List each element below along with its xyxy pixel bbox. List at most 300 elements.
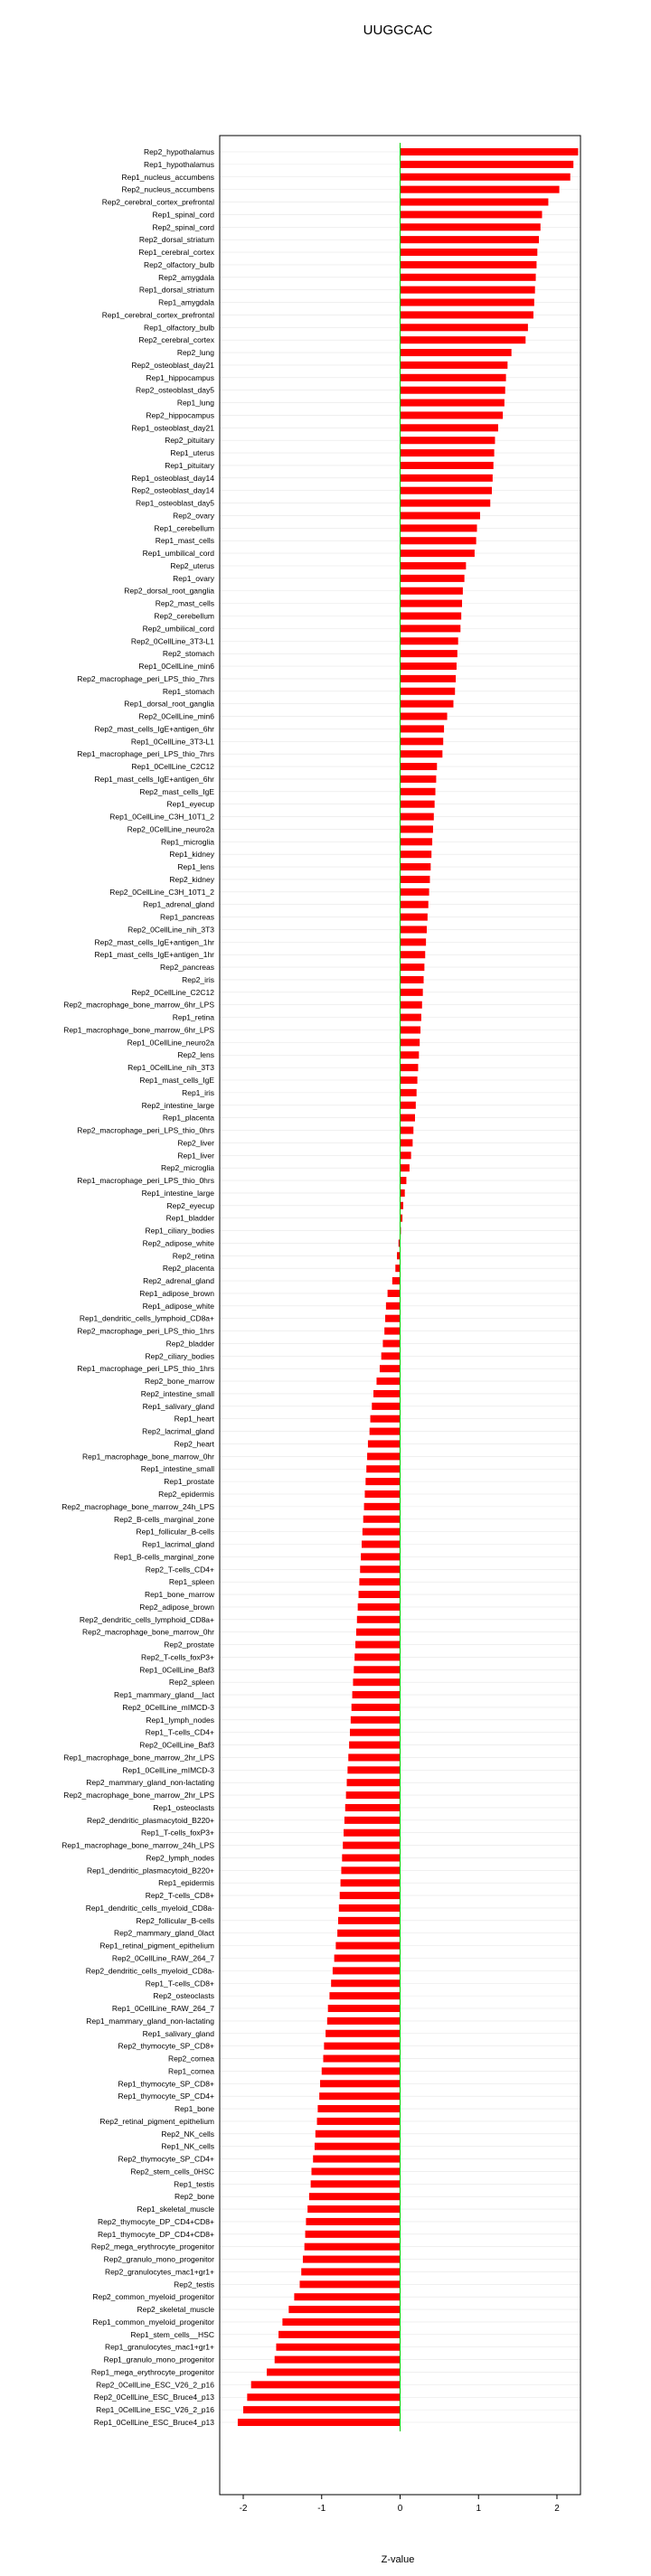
category-label: Rep1_common_myeloid_progenitor	[92, 2317, 214, 2327]
bar	[313, 2156, 400, 2163]
category-label: Rep1_ovary	[173, 573, 214, 583]
bar	[331, 1979, 400, 1987]
category-label: Rep1_stem_cells__HSC	[130, 2329, 214, 2339]
category-label: Rep1_dendritic_cells_myeloid_CD8a-	[85, 1903, 214, 1913]
category-label: Rep2_0CellLine_mIMCD-3	[122, 1702, 214, 1712]
bar	[401, 688, 456, 695]
bar	[401, 663, 457, 670]
category-label: Rep2_mast_cells_IgE	[139, 786, 214, 796]
category-label: Rep1_retinal_pigment_epithelium	[99, 1941, 214, 1951]
category-label: Rep1_cerebral_cortex	[138, 248, 214, 258]
bar	[401, 776, 437, 783]
bar	[401, 1001, 422, 1009]
bar	[275, 2356, 401, 2364]
bar	[323, 2055, 400, 2063]
category-label: Rep2_osteoblast_day21	[131, 360, 214, 370]
bar	[401, 976, 424, 983]
category-label: Rep2_dendritic_cells_myeloid_CD8a-	[85, 1966, 214, 1976]
bar	[361, 1553, 400, 1560]
category-label: Rep1_macrophage_peri_LPS_thio_0hrs	[77, 1176, 214, 1186]
category-label: Rep2_cerebral_cortex	[138, 335, 214, 345]
bar	[401, 400, 505, 407]
bar	[346, 1791, 401, 1799]
bar	[276, 2344, 400, 2351]
category-label: Rep2_0CellLine_min6	[138, 711, 214, 721]
bar	[395, 1264, 400, 1272]
bar	[326, 2030, 400, 2037]
category-label: Rep1_hypothalamus	[144, 159, 214, 169]
bar	[305, 2243, 401, 2251]
category-label: Rep2_0CellLine_ESC_V26_2_p16	[96, 2380, 214, 2390]
bar	[363, 1528, 401, 1536]
x-tick-label: 2	[554, 2504, 560, 2514]
category-label: Rep2_T-cells_CD8+	[145, 1891, 214, 1901]
category-label: Rep2_adipose_brown	[139, 1602, 214, 1612]
bar	[382, 1340, 400, 1347]
category-label: Rep1_spleen	[168, 1577, 214, 1587]
bar	[311, 2180, 401, 2187]
category-label: Rep1_adipose_brown	[139, 1288, 214, 1298]
category-label: Rep1_salivary_gland	[142, 1401, 214, 1411]
category-label: Rep2_umbilical_cord	[142, 624, 214, 634]
category-label: Rep1_adipose_white	[142, 1301, 214, 1311]
category-label: Rep1_T-cells_CD4+	[145, 1727, 214, 1737]
category-label: Rep1_iris	[182, 1087, 214, 1097]
bar	[388, 1290, 401, 1297]
category-label: Rep2_macrophage_peri_LPS_thio_1hrs	[77, 1326, 214, 1336]
category-label: Rep2_hypothalamus	[144, 147, 214, 156]
category-label: Rep1_osteoclasts	[153, 1802, 214, 1812]
category-label: Rep2_stem_cells_0HSC	[130, 2167, 214, 2176]
bar	[401, 1152, 411, 1159]
category-label: Rep2_T-cells_CD4+	[145, 1565, 214, 1575]
category-label: Rep1_B-cells_marginal_zone	[113, 1552, 214, 1562]
bar	[299, 2280, 400, 2288]
category-label: Rep2_cornea	[167, 2054, 214, 2064]
category-label: Rep2_pituitary	[165, 436, 214, 446]
category-label: Rep1_0CellLine_C3H_10T1_2	[109, 812, 214, 822]
bar	[401, 725, 445, 732]
category-label: Rep2_osteoblast_day14	[131, 485, 214, 495]
bar	[401, 1139, 413, 1146]
category-label: Rep1_macrophage_bone_marrow_6hr_LPS	[63, 1025, 214, 1035]
bar	[340, 1892, 401, 1899]
bar	[401, 349, 512, 356]
bar	[356, 1629, 401, 1636]
category-label: Rep2_stomach	[162, 649, 214, 659]
bar	[288, 2306, 400, 2313]
category-label: Rep2_macrophage_bone_marrow_6hr_LPS	[63, 1000, 214, 1010]
category-label: Rep1_T-cells_foxP3+	[140, 1828, 214, 1838]
bar	[401, 650, 458, 657]
bar	[247, 2393, 400, 2401]
category-label: Rep2_eyecup	[166, 1200, 214, 1210]
category-label: Rep2_ovary	[173, 511, 214, 521]
category-label: Rep1_granulo_mono_progenitor	[103, 2355, 214, 2364]
bar	[401, 411, 504, 418]
category-label: Rep1_olfactory_bulb	[144, 323, 214, 333]
category-label: Rep2_mammary_gland_non-lactating	[86, 1778, 214, 1788]
bar	[401, 876, 430, 883]
bar	[351, 1716, 401, 1724]
category-label: Rep2_epidermis	[158, 1489, 214, 1499]
bar	[401, 964, 425, 971]
bar	[373, 1390, 400, 1397]
category-label: Rep2_skeletal_muscle	[137, 2305, 214, 2315]
bar	[401, 914, 428, 921]
bar	[401, 825, 433, 832]
category-label: Rep1_dendritic_cells_lymphoid_CD8a+	[79, 1313, 214, 1323]
category-label: Rep1_T-cells_CD8+	[145, 1979, 214, 1988]
category-label: Rep2_0CellLine_Baf3	[139, 1740, 214, 1750]
bar	[251, 2381, 401, 2388]
bar	[401, 813, 434, 821]
bar	[358, 1603, 401, 1611]
category-label: Rep1_epidermis	[158, 1878, 214, 1888]
category-label: Rep2_pancreas	[159, 963, 214, 973]
category-label: Rep1_lymph_nodes	[146, 1715, 214, 1725]
bar	[401, 750, 443, 757]
category-label: Rep2_mega_erythrocyte_progenitor	[90, 2242, 214, 2252]
category-label: Rep1_nucleus_accumbens	[121, 172, 214, 182]
category-label: Rep2_0CellLine_C2C12	[131, 987, 214, 997]
category-label: Rep1_pancreas	[159, 912, 214, 922]
bar	[360, 1565, 400, 1573]
category-label: Rep2_dendritic_plasmacytoid_B220+	[86, 1815, 214, 1825]
category-label: Rep1_uterus	[170, 448, 214, 458]
bar	[354, 1653, 400, 1660]
category-label: Rep1_microglia	[160, 837, 214, 847]
bar	[401, 1102, 416, 1109]
bar	[401, 161, 574, 168]
category-label: Rep2_amygdala	[158, 272, 214, 282]
bar	[401, 838, 433, 845]
bar	[307, 2205, 400, 2213]
bar	[376, 1377, 400, 1385]
category-label: Rep1_0CellLine_min6	[138, 662, 214, 672]
bar	[401, 261, 537, 268]
category-label: Rep1_dorsal_root_ganglia	[124, 699, 214, 709]
category-label: Rep1_macrophage_bone_marrow_2hr_LPS	[63, 1753, 214, 1763]
bar	[370, 1428, 401, 1435]
bar	[401, 763, 438, 770]
category-label: Rep1_testis	[174, 2179, 214, 2189]
bar	[401, 1164, 410, 1171]
bar	[327, 2017, 401, 2025]
bar	[401, 1114, 415, 1122]
category-label: Rep1_lens	[177, 862, 214, 872]
bar	[401, 1126, 414, 1133]
category-label: Rep1_intestine_small	[140, 1464, 214, 1474]
bar	[367, 1453, 400, 1460]
category-label: Rep1_osteoblast_day21	[131, 423, 214, 433]
bar	[317, 2118, 401, 2125]
category-label: Rep1_osteoblast_day14	[131, 473, 214, 483]
bar	[341, 1879, 401, 1886]
bar	[401, 675, 457, 682]
bar	[401, 575, 465, 582]
category-label: Rep1_salivary_gland	[142, 2028, 214, 2038]
bar	[362, 1540, 401, 1547]
category-label: Rep2_macrophage_peri_LPS_thio_7hrs	[77, 673, 214, 683]
bar	[401, 1026, 421, 1033]
category-label: Rep1_thymocyte_SP_CD4+	[118, 2092, 214, 2101]
category-label: Rep1_macrophage_peri_LPS_thio_7hrs	[77, 749, 214, 759]
bar	[366, 1465, 400, 1472]
chart-title: UUGGCAC	[363, 23, 433, 38]
category-label: Rep1_thymocyte_DP_CD4+CD8+	[98, 2229, 214, 2239]
bar	[401, 223, 541, 230]
category-label: Rep2_0CellLine_RAW_264_7	[111, 1953, 214, 1963]
x-tick-label: -2	[239, 2504, 248, 2514]
bar	[401, 462, 494, 469]
bar	[350, 1729, 401, 1736]
bar	[301, 2268, 400, 2275]
bar	[320, 2080, 400, 2087]
category-label: Rep2_cerebral_cortex_prefrontal	[101, 197, 214, 207]
bar	[382, 1352, 401, 1359]
bar	[335, 1954, 401, 1961]
bar	[401, 387, 505, 394]
category-label: Rep1_macrophage_bone_marrow_0hr	[81, 1452, 214, 1462]
category-label: Rep2_NK_cells	[161, 2129, 214, 2139]
category-label: Rep1_thymocyte_SP_CD8+	[118, 2079, 214, 2089]
bar	[401, 1189, 405, 1197]
bar	[392, 1277, 401, 1284]
bar	[384, 1328, 400, 1335]
category-label: Rep1_dorsal_striatum	[138, 285, 214, 295]
bar	[401, 198, 549, 205]
category-label: Rep1_lacrimal_gland	[142, 1539, 214, 1549]
bar	[401, 1202, 403, 1209]
category-label: Rep1_amygdala	[158, 297, 214, 307]
category-label: Rep2_lacrimal_gland	[142, 1426, 214, 1436]
category-label: Rep1_mega_erythrocyte_progenitor	[90, 2367, 214, 2377]
bar	[328, 2005, 401, 2012]
category-label: Rep1_retina	[172, 1012, 214, 1022]
category-label: Rep2_lung	[176, 348, 214, 358]
category-label: Rep2_retina	[172, 1251, 214, 1261]
bar	[401, 437, 495, 444]
category-label: Rep2_spinal_cord	[152, 222, 214, 232]
category-label: Rep1_umbilical_cord	[142, 549, 214, 559]
bar	[401, 236, 540, 243]
category-label: Rep2_mast_cells_IgE+antigen_1hr	[94, 937, 214, 947]
category-label: Rep2_mast_cells_IgE+antigen_6hr	[94, 724, 214, 734]
category-label: Rep2_intestine_large	[141, 1100, 214, 1110]
category-label: Rep1_0CellLine_C2C12	[131, 762, 214, 772]
bar	[401, 336, 526, 343]
bar	[401, 1014, 421, 1021]
bar	[401, 951, 426, 958]
category-label: Rep2_osteoblast_day5	[136, 385, 214, 395]
bar	[401, 901, 429, 908]
bar	[322, 2067, 401, 2074]
bar	[294, 2293, 400, 2300]
category-label: Rep1_bladder	[165, 1213, 214, 1223]
category-label: Rep2_spleen	[168, 1678, 214, 1688]
bar	[401, 287, 535, 294]
category-label: Rep1_cerebellum	[154, 523, 214, 533]
category-label: Rep2_0CellLine_neuro2a	[127, 824, 214, 834]
bar	[401, 738, 444, 745]
x-tick-label: -1	[317, 2504, 326, 2514]
bar	[385, 1315, 400, 1322]
bar	[243, 2406, 400, 2413]
bar	[368, 1440, 401, 1447]
category-label: Rep1_0CellLine_neuro2a	[127, 1038, 214, 1048]
bar	[401, 512, 480, 519]
category-label: Rep1_NK_cells	[161, 2141, 214, 2151]
category-label: Rep1_bone_marrow	[144, 1590, 214, 1600]
bar	[355, 1641, 400, 1649]
bar	[401, 938, 427, 945]
category-label: Rep1_adrenal_gland	[143, 899, 214, 909]
bar	[303, 2256, 401, 2263]
category-label: Rep1_cornea	[167, 2066, 214, 2076]
bar	[348, 1753, 400, 1761]
bar	[401, 186, 560, 193]
category-label: Rep1_intestine_large	[141, 1188, 214, 1198]
bar	[347, 1779, 401, 1786]
category-label: Rep1_macrophage_bone_marrow_24h_LPS	[61, 1840, 214, 1850]
category-label: Rep2_kidney	[169, 874, 214, 884]
bar	[363, 1516, 401, 1523]
category-label: Rep1_mast_cells_IgE+antigen_6hr	[94, 774, 214, 784]
bar	[345, 1804, 401, 1811]
bar	[401, 249, 538, 256]
bar	[352, 1704, 401, 1711]
category-label: Rep1_heart	[174, 1414, 214, 1424]
bar	[401, 863, 431, 870]
category-label: Rep2_0CellLine_C3H_10T1_2	[109, 887, 214, 897]
bar	[238, 2419, 401, 2426]
bar	[306, 2218, 400, 2225]
category-label: Rep2_T-cells_foxP3+	[140, 1652, 214, 1662]
category-label: Rep2_0CellLine_ESC_Bruce4_p13	[93, 2393, 214, 2402]
bar	[401, 1039, 420, 1046]
bar	[401, 625, 461, 632]
category-label: Rep1_liver	[177, 1151, 214, 1161]
bar	[341, 1866, 400, 1874]
bar	[401, 989, 423, 996]
bar	[401, 1076, 418, 1084]
bar	[324, 2043, 400, 2050]
bar	[365, 1478, 400, 1485]
category-label: Rep2_granulo_mono_progenitor	[103, 2254, 214, 2264]
category-label: Rep2_adrenal_gland	[143, 1276, 214, 1286]
category-label: Rep2_dorsal_root_ganglia	[124, 586, 214, 596]
bar	[357, 1616, 401, 1623]
category-label: Rep2_cerebellum	[154, 611, 214, 621]
bar	[401, 211, 542, 218]
bar	[401, 148, 579, 155]
x-axis-label: Z-value	[381, 2554, 415, 2565]
bar	[401, 524, 477, 531]
bar	[401, 562, 467, 569]
bar	[401, 487, 492, 494]
bar	[380, 1365, 401, 1372]
bar	[401, 449, 495, 456]
category-label: Rep1_lung	[176, 398, 214, 408]
bar	[401, 612, 462, 619]
category-label: Rep2_hippocampus	[146, 410, 214, 420]
bar	[401, 537, 476, 544]
category-label: Rep2_bone	[175, 2192, 214, 2202]
bar	[338, 1917, 401, 1924]
category-label: Rep1_mast_cells	[155, 536, 214, 546]
category-label: Rep1_eyecup	[166, 799, 214, 809]
category-label: Rep2_thymocyte_SP_CD8+	[118, 2041, 214, 2051]
category-label: Rep1_0CellLine_nih_3T3	[127, 1063, 214, 1073]
category-label: Rep1_0CellLine_mIMCD-3	[122, 1765, 214, 1775]
category-label: Rep2_retinal_pigment_epithelium	[99, 2116, 214, 2126]
bar	[333, 1967, 401, 1974]
category-label: Rep2_macrophage_bone_marrow_24h_LPS	[61, 1501, 214, 1511]
bar	[401, 788, 436, 795]
category-label: Rep2_thymocyte_SP_CD4+	[118, 2154, 214, 2164]
category-label: Rep1_0CellLine_RAW_264_7	[111, 2004, 214, 2014]
category-label: Rep2_heart	[174, 1439, 214, 1449]
category-label: Rep1_follicular_B-cells	[136, 1527, 214, 1537]
bar	[359, 1578, 400, 1585]
category-label: Rep2_adipose_white	[142, 1238, 214, 1248]
category-label: Rep2_microglia	[160, 1163, 214, 1173]
category-label: Rep1_dendritic_plasmacytoid_B220+	[86, 1866, 214, 1876]
category-label: Rep1_prostate	[164, 1477, 214, 1487]
bar	[337, 1930, 400, 1937]
category-label: Rep2_granulocytes_mac1+gr1+	[105, 2267, 214, 2277]
bar	[316, 2130, 401, 2138]
bar	[306, 2231, 401, 2238]
category-label: Rep1_stomach	[162, 686, 214, 696]
category-label: Rep1_0CellLine_Baf3	[139, 1665, 214, 1675]
bar	[401, 311, 533, 318]
bar	[401, 1177, 407, 1184]
category-label: Rep1_spinal_cord	[152, 210, 214, 220]
category-label: Rep2_intestine_small	[140, 1388, 214, 1398]
category-label: Rep2_placenta	[162, 1264, 214, 1274]
bar	[278, 2331, 400, 2338]
category-label: Rep2_dendritic_cells_lymphoid_CD8a+	[79, 1614, 214, 1624]
category-label: Rep2_nucleus_accumbens	[121, 184, 214, 194]
bar	[267, 2368, 400, 2375]
bar	[401, 713, 448, 720]
bar	[359, 1591, 401, 1598]
bar	[386, 1302, 401, 1310]
bar	[372, 1403, 400, 1410]
bar	[401, 274, 536, 281]
category-label: Rep1_mast_cells_IgE+antigen_1hr	[94, 950, 214, 960]
category-label: Rep2_bone_marrow	[144, 1377, 214, 1387]
category-label: Rep2_macrophage_peri_LPS_thio_0hrs	[77, 1125, 214, 1135]
category-label: Rep2_dorsal_striatum	[138, 235, 214, 245]
bar	[364, 1503, 401, 1510]
bar	[371, 1415, 401, 1423]
bar	[401, 374, 506, 381]
category-label: Rep2_liver	[177, 1138, 214, 1148]
category-label: Rep2_macrophage_bone_marrow_2hr_LPS	[63, 1791, 214, 1800]
bar	[353, 1691, 401, 1698]
bar	[401, 362, 508, 369]
bar	[401, 1089, 417, 1096]
category-label: Rep2_mast_cells	[155, 598, 214, 608]
bar	[401, 550, 475, 557]
category-label: Rep2_thymocyte_DP_CD4+CD8+	[98, 2216, 214, 2226]
category-label: Rep2_macrophage_bone_marrow_0hr	[81, 1627, 214, 1637]
bar	[401, 424, 498, 431]
category-label: Rep2_lens	[177, 1050, 214, 1060]
